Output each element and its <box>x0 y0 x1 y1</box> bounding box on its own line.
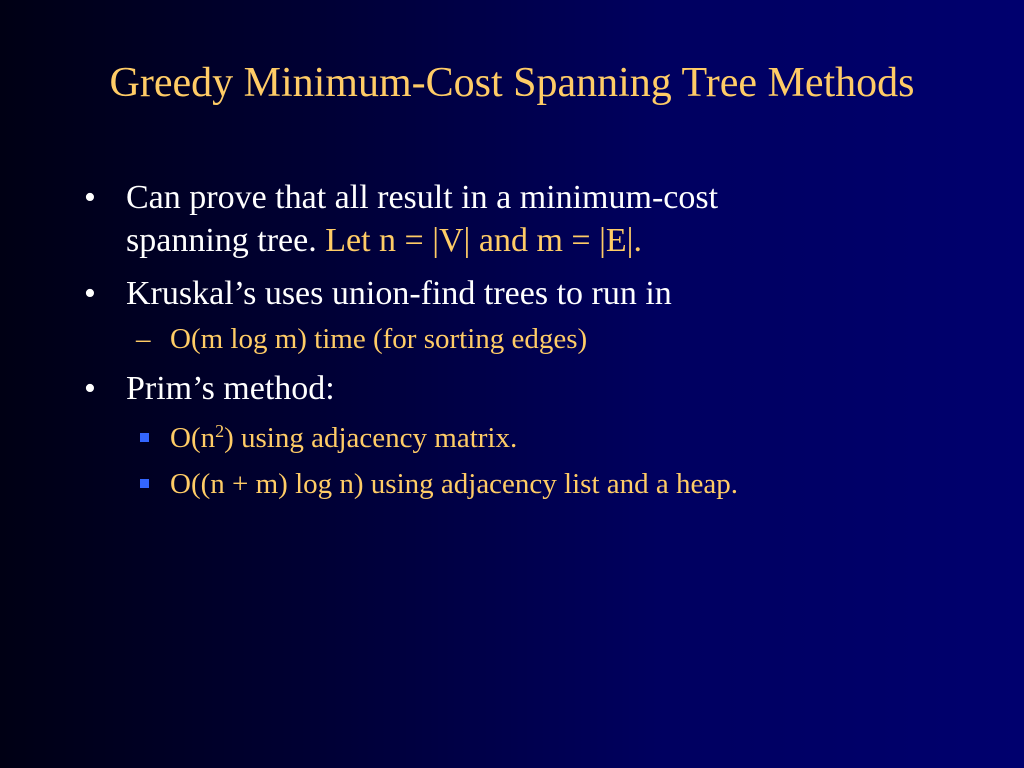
bullet-text-kruskal: Kruskal’s uses union-find trees to run in <box>126 275 672 312</box>
bullet-dot-icon: • <box>84 179 96 216</box>
subbullet-text-kruskal-time: O(m log m) time (for sorting edges) <box>170 323 588 355</box>
subbullet-text-prim-heap: O((n + m) log n) using adjacency list and a heap. <box>170 468 738 500</box>
square-bullet-icon <box>140 479 149 488</box>
bullet-item-prim <box>84 367 984 410</box>
bullet-item-kruskal <box>84 272 984 315</box>
bullet-item-proof <box>84 176 984 262</box>
dash-bullet-icon: – <box>136 323 151 355</box>
subbullet-item-prim-heap <box>84 466 984 502</box>
slide-title: Greedy Minimum-Cost Spanning Tree Methods <box>109 60 915 106</box>
subbullet-item-kruskal-time <box>84 321 984 357</box>
bullet-highlight-definitions: Let n = |V| and m = |E|. <box>325 222 642 259</box>
bullet-dot-icon: • <box>84 370 96 407</box>
bullet-dot-icon: • <box>84 275 96 312</box>
bullet-text-line1: Can prove that all result in a minimum-cost <box>126 179 719 216</box>
subbullet-text-prim-matrix-pre: O(n <box>170 422 216 454</box>
bullet-text-line2: spanning tree. <box>126 222 326 259</box>
superscript-exponent: 2 <box>215 421 225 441</box>
subbullet-text-prim-matrix-post: ) using adjacency matrix. <box>224 422 518 454</box>
slide-body <box>84 176 984 512</box>
square-bullet-icon <box>140 433 149 442</box>
subbullet-item-prim-matrix <box>84 420 984 456</box>
bullet-text-prim: Prim’s method: <box>126 370 335 407</box>
